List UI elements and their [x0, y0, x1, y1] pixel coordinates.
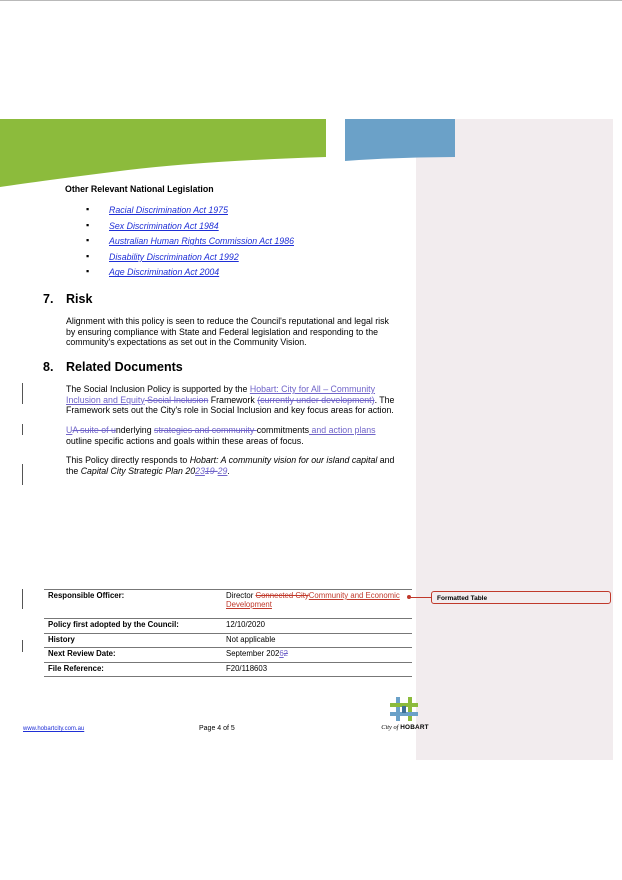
file-reference-value: F20/118603 — [226, 663, 268, 673]
act-link[interactable]: Australian Human Rights Commission Act 1986 — [109, 236, 294, 247]
table-row — [44, 648, 412, 663]
table-row — [44, 633, 412, 648]
table-row — [44, 662, 412, 677]
adopted-label: Policy first adopted by the Council: — [48, 620, 179, 629]
review-value: September 20262 — [226, 649, 289, 658]
adopted-value: 12/10/2020 — [226, 620, 266, 629]
list-item — [86, 267, 294, 283]
responsible-officer-value: Director Connected CityCommunity and Economic Development — [226, 591, 400, 609]
text-line: Alignment with this policy is seen to reduce the Council's reputational and legal risk — [66, 316, 389, 326]
list-item — [86, 205, 294, 221]
history-label: History — [48, 634, 75, 644]
section-8-title: Related Documents — [66, 360, 183, 374]
list-item — [86, 236, 294, 252]
related-para-1: The Social Inclusion Policy is supported by the Hobart: City for All – Community Inclusion and Equity Social Inclusion Framework (currently under development). The Framework sets out the City's role in Social Inclusion and key focus areas for action. — [66, 384, 395, 416]
legislation-list — [86, 205, 294, 283]
logo-wordmark: City of HOBART — [381, 724, 429, 731]
list-item — [86, 221, 294, 237]
related-para-3: This Policy directly responds to Hobart: A community vision for our island capital and the Capital City Strategic Plan 202319-29. — [66, 455, 395, 476]
change-bar — [22, 383, 23, 404]
section-7-title: Risk — [66, 292, 93, 306]
change-bar — [22, 464, 23, 485]
review-label: Next Review Date: — [48, 649, 116, 658]
table-row — [44, 590, 412, 619]
blue-block — [345, 119, 455, 161]
act-link[interactable]: Racial Discrimination Act 1975 — [109, 205, 228, 215]
text-line: by ensuring compliance with State and Federal legislation and responding to the — [66, 326, 378, 337]
act-link[interactable]: Disability Discrimination Act 1992 — [109, 251, 239, 262]
list-item — [86, 252, 294, 268]
hobart-logo-icon — [376, 694, 434, 724]
change-bar — [22, 640, 23, 652]
change-bar — [22, 589, 23, 609]
formatted-table-comment[interactable]: Formatted Table — [431, 591, 611, 604]
city-of-hobart-logo — [376, 694, 434, 736]
legislation-heading: Other Relevant National Legislation — [65, 184, 214, 194]
header-banner — [0, 119, 455, 187]
history-value: Not applicable — [226, 634, 276, 644]
section-7-number: 7. — [43, 292, 54, 306]
policy-info-table — [44, 589, 412, 677]
section-8-number: 8. — [43, 360, 54, 374]
text-line: community's expectations as set out in the Community Vision. — [66, 337, 307, 348]
top-border — [0, 0, 622, 1]
footer-page-number: Page 4 of 5 — [199, 725, 235, 732]
markup-pane — [416, 119, 613, 760]
file-reference-label: File Reference: — [48, 663, 104, 673]
responsible-officer-label: Responsible Officer: — [48, 591, 125, 600]
risk-body — [66, 316, 389, 348]
footer-website-link[interactable]: www.hobartcity.com.au — [23, 726, 85, 732]
related-para-2: UA suite of underlying strategies and community commitments and action plans outline specific actions and goals within these areas of focus. — [66, 425, 376, 446]
green-wave — [0, 119, 326, 187]
act-link[interactable]: Age Discrimination Act 2004 — [109, 267, 220, 278]
change-bar — [22, 424, 23, 435]
act-link[interactable]: Sex Discrimination Act 1984 — [109, 220, 219, 231]
comment-connector — [410, 597, 431, 598]
table-row — [44, 619, 412, 634]
